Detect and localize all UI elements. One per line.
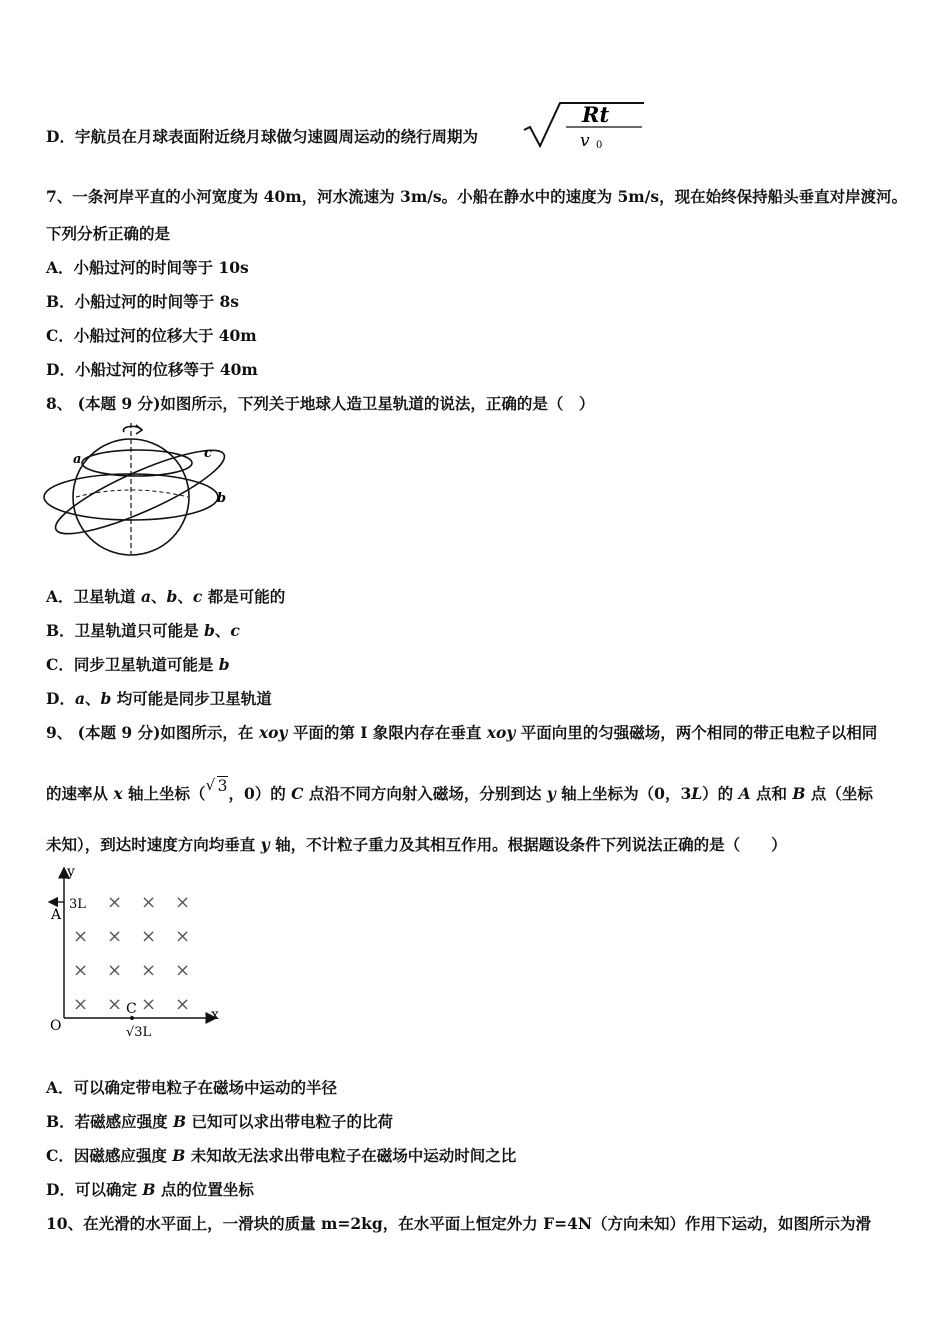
text: 的速率从	[46, 784, 114, 803]
option-text: 未知故无法求出带电粒子在磁场中运动时间之比	[185, 1146, 517, 1165]
option-text: 点的位置坐标	[155, 1180, 254, 1199]
q9-stem-line1	[46, 723, 877, 743]
q7-stem-line2: 下列分析正确的是	[46, 224, 171, 243]
text: ）的	[702, 784, 739, 803]
var-xoy: xoy	[486, 723, 516, 742]
formula-numerator: Rt	[582, 102, 610, 127]
x-axis-label: x	[211, 1007, 219, 1023]
q6-option-d	[46, 127, 478, 147]
formula-denominator-sub: 0	[596, 140, 603, 151]
option-label: B．	[46, 1112, 75, 1131]
y-tick-3l: 3L	[69, 897, 86, 912]
field-mark: ×	[73, 994, 89, 1015]
var-b: b	[166, 587, 178, 606]
var-xoy: xoy	[258, 723, 288, 742]
field-mark: ×	[175, 994, 191, 1015]
field-mark: ×	[73, 960, 89, 981]
option-text: 已知可以求出带电粒子的比荷	[186, 1112, 394, 1131]
var-c: c	[230, 621, 240, 640]
rotation-arrowhead	[136, 425, 142, 434]
var-C: C	[291, 784, 304, 803]
var-a: a	[74, 689, 85, 708]
q7-option-d	[46, 360, 258, 380]
option-text: 都是可能的	[202, 587, 286, 606]
option-label: C．	[46, 655, 74, 674]
field-mark: ×	[175, 926, 191, 947]
option-label: D．	[46, 1180, 75, 1199]
var-B: B	[142, 1180, 156, 1199]
x-tick-sqrt3l: √3L	[126, 1025, 152, 1040]
point-a-label: A	[51, 907, 62, 923]
sqrt-radicand: 3	[217, 777, 228, 795]
q9-option-b	[46, 1112, 393, 1132]
sep: 、	[177, 587, 193, 606]
var-B: B	[792, 784, 806, 803]
option-text: 同步卫星轨道可能是	[73, 655, 219, 674]
q9-stem-line2	[46, 776, 873, 804]
field-mark: ×	[107, 892, 123, 913]
option-text: 均可能是同步卫星轨道	[111, 689, 272, 708]
field-mark: ×	[141, 994, 157, 1015]
option-text: 若磁感应强度	[74, 1112, 174, 1131]
var-b: b	[204, 621, 215, 640]
var-b: b	[218, 655, 230, 674]
text: 轴上坐标为（0，3	[555, 784, 692, 803]
field-mark: ×	[175, 892, 191, 913]
option-label: D．	[46, 360, 75, 379]
text: 点和	[750, 784, 793, 803]
label-c: c	[204, 446, 212, 461]
option-text: 卫星轨道	[73, 587, 141, 606]
field-mark: ×	[73, 926, 89, 947]
text: 未知），到达时速度方向均垂直	[46, 835, 261, 854]
option-label: C．	[46, 326, 74, 345]
option-label: C．	[46, 1146, 74, 1165]
sqrt-formula	[520, 100, 650, 152]
text: 平面的第 Ⅰ 象限内存在垂直	[287, 723, 487, 742]
q9-option-c	[46, 1146, 516, 1166]
var-B: B	[173, 1112, 187, 1131]
text: 平面向里的匀强磁场，两个相同的带正电粒子以相同	[515, 723, 878, 742]
magnetic-field-figure	[40, 862, 230, 1044]
q7-option-b	[46, 292, 239, 312]
sep: 、	[150, 587, 167, 606]
q8-option-b	[46, 621, 240, 641]
satellite-orbit-figure	[40, 420, 240, 560]
option-text: 小船过河的位移等于 40m	[74, 360, 258, 379]
sep: 、	[214, 621, 231, 640]
q10-stem: 10、在光滑的水平面上，一滑块的质量 m=2kg，在水平面上恒定外力 F=4N（方向未知）作用下运动，如图所示为滑	[46, 1214, 872, 1233]
option-label: D．	[46, 127, 75, 146]
option-text: 卫星轨道只可能是	[74, 621, 205, 640]
y-axis-label: y	[67, 864, 75, 880]
point-c-label: C	[126, 1001, 137, 1017]
q8-stem: 8、 (本题 9 分)如图所示，下列关于地球人造卫星轨道的说法，正确的是（ ）	[46, 394, 595, 413]
option-label: D．	[46, 689, 75, 708]
sep: 、	[85, 689, 101, 708]
var-y: y	[546, 784, 556, 803]
var-B: B	[172, 1146, 186, 1165]
option-label: B．	[46, 621, 75, 640]
var-y: y	[260, 835, 270, 854]
label-a: a	[73, 452, 82, 467]
text: 轴上坐标（	[122, 784, 206, 803]
q8-option-d	[46, 689, 272, 709]
var-A: A	[738, 784, 751, 803]
text: 点沿不同方向射入磁场，分别到达	[303, 784, 547, 803]
option-text: 可以确定	[74, 1180, 143, 1199]
origin-label: O	[50, 1018, 62, 1034]
option-text: 小船过河的时间等于 10s	[73, 258, 249, 277]
q7-option-a	[46, 258, 249, 278]
q9-option-a	[46, 1078, 337, 1098]
field-mark: ×	[107, 960, 123, 981]
option-text: 宇航员在月球表面附近绕月球做匀速圆周运动的绕行周期为	[74, 127, 478, 146]
option-label: B．	[46, 292, 75, 311]
formula-denominator: v	[580, 131, 590, 151]
equator-dashed	[76, 490, 188, 497]
q8-option-c	[46, 655, 230, 675]
option-label: A．	[46, 258, 74, 277]
text: 轴，不计粒子重力及其相互作用。根据题设条件下列说法正确的是（ ）	[269, 835, 787, 854]
field-mark: ×	[141, 926, 157, 947]
text: ，0）的	[228, 784, 292, 803]
option-text: 因磁感应强度	[73, 1146, 173, 1165]
field-mark: ×	[141, 892, 157, 913]
q8-option-a	[46, 587, 285, 607]
var-a: a	[140, 587, 151, 606]
var-L: L	[691, 784, 703, 803]
field-mark: ×	[175, 960, 191, 981]
var-b: b	[100, 689, 112, 708]
option-text: 可以确定带电粒子在磁场中运动的半径	[73, 1078, 338, 1097]
option-text: 小船过河的时间等于 8s	[74, 292, 240, 311]
sqrt-3: √ 3	[205, 776, 228, 795]
option-label: A．	[46, 587, 74, 606]
field-mark: ×	[141, 960, 157, 981]
var-x: x	[113, 784, 123, 803]
field-mark: ×	[107, 994, 123, 1015]
option-text: 小船过河的位移大于 40m	[73, 326, 257, 345]
label-b: b	[217, 491, 227, 506]
q7-stem-line1: 7、一条河岸平直的小河宽度为 40m，河水流速为 3m/s。小船在静水中的速度为 5m/s，现在始终保持船头垂直对岸渡河。	[46, 187, 908, 206]
q9-stem-line3	[46, 835, 787, 855]
field-mark: ×	[107, 926, 123, 947]
q7-option-c	[46, 326, 257, 346]
text: 9、 (本题 9 分)如图所示，在	[46, 723, 259, 742]
var-c: c	[192, 587, 203, 606]
q9-option-d	[46, 1180, 254, 1200]
text: 点（坐标	[805, 784, 873, 803]
option-label: A．	[46, 1078, 74, 1097]
